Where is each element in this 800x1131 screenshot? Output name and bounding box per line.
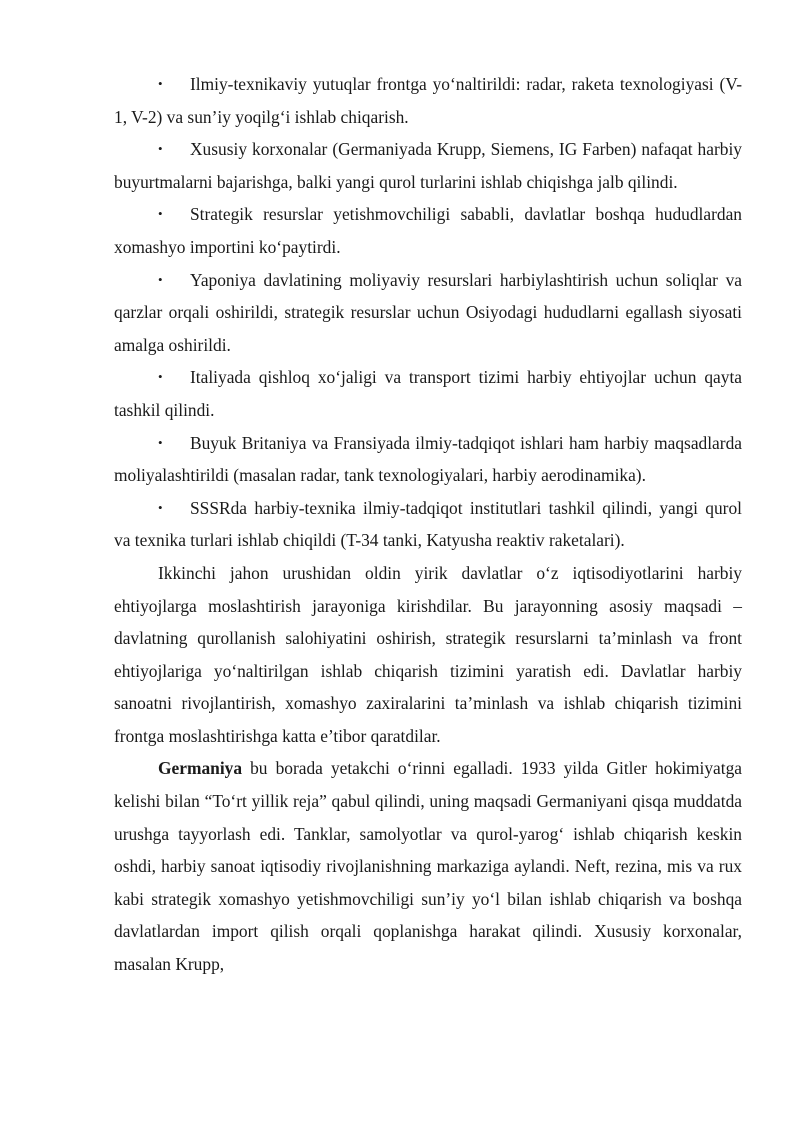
bullet-text: Buyuk Britaniya va Fransiyada ilmiy-tadqiqot ishlari ham harbiy maqsadlarda moliyalashtirildi (masalan radar, tank texnologiyalari, harbiy aerodinamika). [114,432,742,486]
bullet-text: SSSRda harbiy-texnika ilmiy-tadqiqot institutlari tashkil qilindi, yangi qurol va texnika turlari ishlab chiqildi (T-34 tanki, Katyusha reaktiv raketalari). [114,497,742,551]
bullet-item-7 [114,492,742,557]
bullet-item-1 [114,68,742,133]
bullet-item-3 [114,198,742,263]
bullet-icon: • [158,76,163,91]
bullet-icon: • [158,499,163,515]
body-paragraph-2 [114,752,742,980]
bullet-text: Ilmiy-texnikaviy yutuqlar frontga yo‘naltirildi: radar, raketa texnologiyasi (V-1, V-2) va sun’iy yoqilg‘i ishlab chiqarish. [114,74,742,127]
bullet-text: Italiyada qishloq xo‘jaligi va transport tizimi harbiy ehtiyojlar uchun qayta tashkil qilindi. [114,367,742,420]
paragraph-text: bu borada yetakchi o‘rinni egalladi. 1933 yilda Gitler hokimiyatga kelishi bilan “To‘rt yillik reja” qabul qilindi, uning maqsadi Germaniyani qisqa muddatda urushga tayyorlash edi. Tanklar, samolyotlar va qurol-yarog‘ ishlab chiqarish keskin oshdi, harbiy sanoat iqtisodiy rivojlanishning markaziga aylandi. Neft, rezina, mis va rux kabi strategik xomashyo yetishmovchiligi sun’iy yo‘l bilan ishlab chiqarish va boshqa davlatlardan import qilish orqali qoplanishga harakat qilindi. Xususiy korxonalar, masalan Krupp, [114,758,742,975]
bullet-icon: • [158,206,163,222]
bullet-icon: • [158,271,163,287]
bullet-icon: • [158,434,163,450]
bullet-text: Strategik resurslar yetishmovchiligi sababli, davlatlar boshqa hududlardan xomashyo importini ko‘paytirdi. [114,204,742,257]
body-paragraph-1: Ikkinchi jahon urushidan oldin yirik davlatlar o‘z iqtisodiyotlarini harbiy ehtiyojlarga moslashtirish jarayoniga kirishdilar. Bu jarayonning asosiy maqsadi – davlatning qurollanish salohiyatini oshirish, strategik resurslarni ta’minlash va front ehtiyojlariga yo‘naltirilgan ishlab chiqarish tizimini yaratish edi. Davlatlar harbiy sanoatni rivojlantirish, xomashyo zaxiralarini ta’minlash va ishlab chiqarish tizimini frontga moslashtirishga katta e’tibor qaratdilar. [114,562,742,746]
paragraph-lead-term: Germaniya [158,758,243,779]
bullet-icon: • [158,369,163,385]
bullet-icon: • [158,141,163,157]
bullet-text: Yaponiya davlatining moliyaviy resurslari harbiylashtirish uchun soliqlar va qarzlar orqali oshirildi, strategik resurslar uchun Osiyodagi hududlarni egallash siyosati amalga oshirildi. [114,269,742,355]
bullet-item-4 [114,264,742,362]
bullet-item-5 [114,361,742,426]
bullet-item-2 [114,133,742,198]
bullet-item-6 [114,427,742,492]
bullet-text: Xususiy korxonalar (Germaniyada Krupp, Siemens, IG Farben) nafaqat harbiy buyurtmalarni bajarishga, balki yangi qurol turlarini ishlab chiqishga jalb qilindi. [114,139,742,192]
document-page [114,68,742,981]
